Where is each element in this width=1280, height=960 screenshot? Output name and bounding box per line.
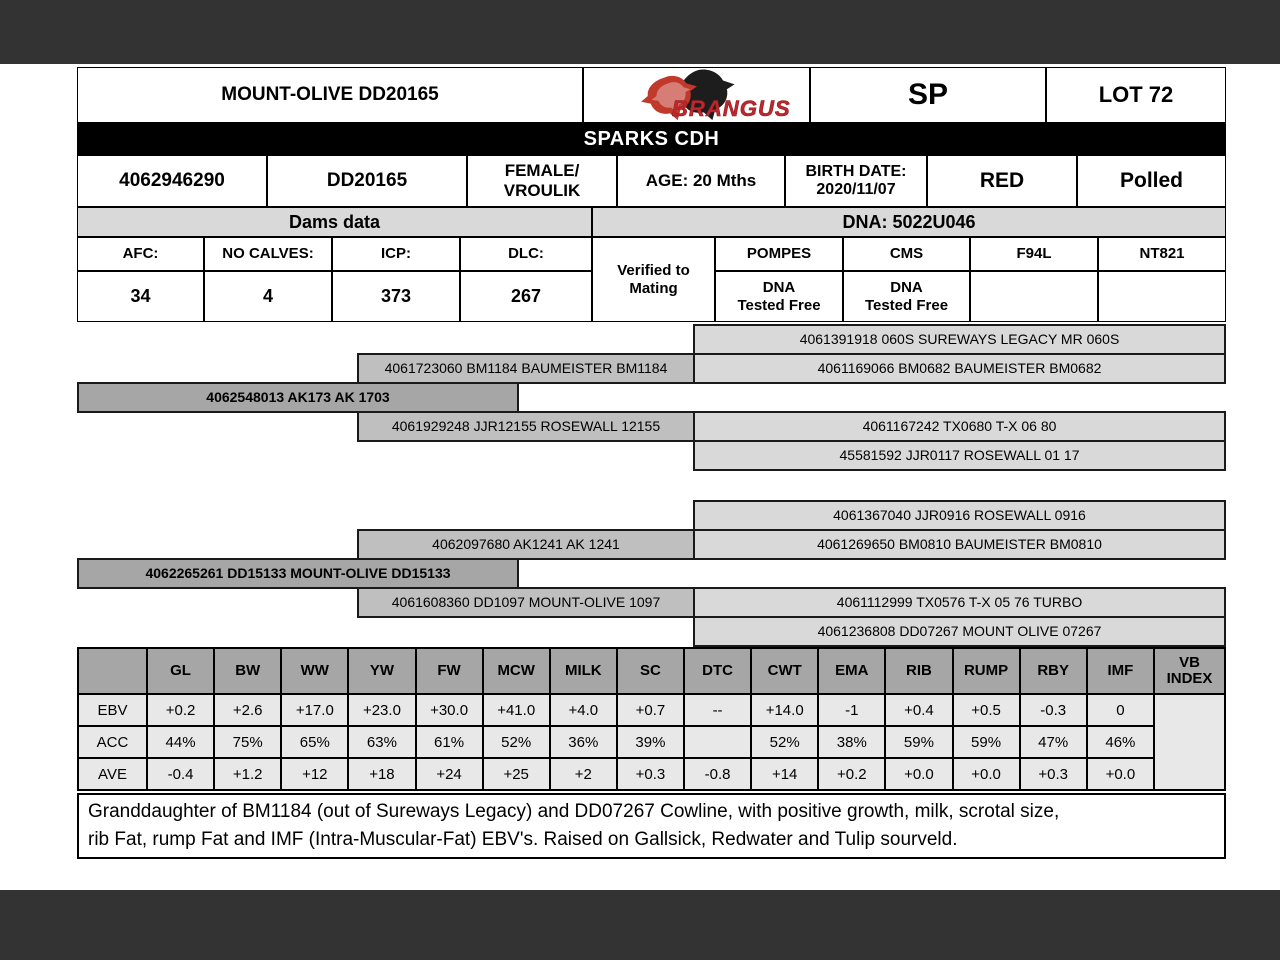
catalog-sheet bbox=[77, 67, 1226, 859]
ebv-cell: 59% bbox=[953, 726, 1020, 758]
identity-row bbox=[77, 155, 1226, 207]
sire-granddam-sire: 4061167242 TX0680 T-X 06 80 bbox=[693, 411, 1226, 442]
cms-result bbox=[843, 271, 970, 322]
test-f94l bbox=[970, 237, 1098, 322]
dam-grandsire-sire: 4061367040 JJR0916 ROSEWALL 0916 bbox=[693, 500, 1226, 531]
birth-date-value: 2020/11/07 bbox=[816, 181, 896, 198]
society-code: SP bbox=[810, 67, 1046, 123]
header-row bbox=[77, 67, 1226, 123]
stat-no-calves bbox=[204, 237, 332, 322]
nt821-result bbox=[1098, 271, 1226, 322]
dam-granddam-sire: 4061112999 TX0576 T-X 05 76 TURBO bbox=[693, 587, 1226, 618]
ebv-cell: +1.2 bbox=[214, 758, 281, 790]
ebv-cell: +14 bbox=[751, 758, 818, 790]
no-calves-label: NO CALVES: bbox=[204, 237, 332, 271]
top-letterbox-band bbox=[0, 0, 1280, 64]
ebv-col-imf: IMF bbox=[1087, 648, 1154, 694]
pompes-result bbox=[715, 271, 843, 322]
ebv-col-dtc: DTC bbox=[684, 648, 751, 694]
ebv-col-vb-index: VB INDEX bbox=[1154, 648, 1225, 694]
pompes-label: POMPES bbox=[715, 237, 843, 271]
ebv-col-ema: EMA bbox=[818, 648, 885, 694]
section-title-row bbox=[77, 207, 1226, 237]
ebv-cell: 75% bbox=[214, 726, 281, 758]
sex-line2: VROULIK bbox=[503, 181, 581, 200]
ebv-col-mcw: MCW bbox=[483, 648, 550, 694]
dam-granddam-dam: 4061236808 DD07267 MOUNT OLIVE 07267 bbox=[693, 616, 1226, 647]
ebv-col-milk: MILK bbox=[550, 648, 617, 694]
ebv-cell: +41.0 bbox=[483, 694, 550, 726]
ebv-table bbox=[77, 647, 1226, 791]
cms-result-line2: Tested Free bbox=[864, 296, 949, 314]
ebv-col-rump: RUMP bbox=[953, 648, 1020, 694]
ebv-col-cwt: CWT bbox=[751, 648, 818, 694]
sex-cell bbox=[467, 155, 617, 207]
ebv-row-label: EBV bbox=[78, 694, 147, 726]
cms-label: CMS bbox=[843, 237, 970, 271]
ebv-cell: 59% bbox=[885, 726, 952, 758]
sire-granddam-dam: 45581592 JJR0117 ROSEWALL 01 17 bbox=[693, 440, 1226, 471]
breeder-name: SPARKS CDH bbox=[77, 123, 1226, 155]
ebv-cell: +0.2 bbox=[147, 694, 214, 726]
ebv-cell: +17.0 bbox=[281, 694, 348, 726]
ave-row bbox=[78, 758, 1225, 790]
ebv-col-rby: RBY bbox=[1020, 648, 1087, 694]
registration-number: 4062946290 bbox=[77, 155, 267, 207]
sire-grandsire-dam: 4061169066 BM0682 BAUMEISTER BM0682 bbox=[693, 353, 1226, 384]
ebv-row bbox=[78, 694, 1225, 726]
ebv-cell: 38% bbox=[818, 726, 885, 758]
notes-line1: Granddaughter of BM1184 (out of Sureways Legacy) and DD07267 Cowline, with positive growth, milk, scrotal size, bbox=[88, 801, 1060, 822]
birth-date-cell bbox=[785, 155, 927, 207]
ebv-cell: +0.0 bbox=[1087, 758, 1154, 790]
sire-dam: 4061929248 JJR12155 ROSEWALL 12155 bbox=[357, 411, 695, 442]
ebv-cell: 47% bbox=[1020, 726, 1087, 758]
ebv-col-ww: WW bbox=[281, 648, 348, 694]
cms-result-line1: DNA bbox=[890, 279, 923, 297]
ebv-col-yw: YW bbox=[348, 648, 415, 694]
stat-afc bbox=[77, 237, 204, 322]
ebv-cell: 61% bbox=[416, 726, 483, 758]
brangus-logo bbox=[583, 67, 810, 123]
horn-status: Polled bbox=[1077, 155, 1226, 207]
ebv-cell: 44% bbox=[147, 726, 214, 758]
pedigree-chart bbox=[77, 324, 1226, 647]
ebv-header-row bbox=[78, 648, 1225, 694]
ebv-cell: +2.6 bbox=[214, 694, 281, 726]
icp-value: 373 bbox=[332, 271, 460, 322]
lot-number: LOT 72 bbox=[1046, 67, 1226, 123]
afc-value: 34 bbox=[77, 271, 204, 322]
ebv-cell bbox=[684, 726, 751, 758]
sex-line1: FEMALE/ bbox=[504, 161, 580, 181]
f94l-result bbox=[970, 271, 1098, 322]
ebv-col-gl: GL bbox=[147, 648, 214, 694]
ebv-cell: +12 bbox=[281, 758, 348, 790]
birth-date-label: BIRTH DATE: bbox=[805, 162, 907, 180]
pompes-result-line1: DNA bbox=[762, 279, 796, 297]
ebv-row-label: ACC bbox=[78, 726, 147, 758]
ebv-cell: +0.2 bbox=[818, 758, 885, 790]
ebv-cell: -0.4 bbox=[147, 758, 214, 790]
ebv-col-fw: FW bbox=[416, 648, 483, 694]
ebv-cell: +0.3 bbox=[617, 758, 684, 790]
bottom-letterbox-band bbox=[0, 890, 1280, 960]
ebv-cell: 46% bbox=[1087, 726, 1154, 758]
ebv-cell: 36% bbox=[550, 726, 617, 758]
ident-number: DD20165 bbox=[267, 155, 467, 207]
dam-dam: 4061608360 DD1097 MOUNT-OLIVE 1097 bbox=[357, 587, 695, 618]
dam-grandsire-dam: 4061269650 BM0810 BAUMEISTER BM0810 bbox=[693, 529, 1226, 560]
verified-to-mating: Verified to Mating bbox=[592, 237, 715, 322]
ebv-cell: +0.4 bbox=[885, 694, 952, 726]
ebv-cell: +18 bbox=[348, 758, 415, 790]
ebv-cell: +0.3 bbox=[1020, 758, 1087, 790]
dlc-value: 267 bbox=[460, 271, 592, 322]
ebv-cell: 65% bbox=[281, 726, 348, 758]
ebv-cell: +23.0 bbox=[348, 694, 415, 726]
ebv-cell: -0.8 bbox=[684, 758, 751, 790]
animal-title: MOUNT-OLIVE DD20165 bbox=[77, 67, 583, 123]
ebv-cell: +4.0 bbox=[550, 694, 617, 726]
ebv-row-label: AVE bbox=[78, 758, 147, 790]
ebv-cell: +30.0 bbox=[416, 694, 483, 726]
ebv-cell: 52% bbox=[483, 726, 550, 758]
acc-row bbox=[78, 726, 1225, 758]
ebv-cell: +0.0 bbox=[953, 758, 1020, 790]
ebv-cell: -- bbox=[684, 694, 751, 726]
ebv-cell: 39% bbox=[617, 726, 684, 758]
ebv-cell: +0.5 bbox=[953, 694, 1020, 726]
dam-sire: 4062097680 AK1241 AK 1241 bbox=[357, 529, 695, 560]
ebv-cell: 63% bbox=[348, 726, 415, 758]
afc-label: AFC: bbox=[77, 237, 204, 271]
ebv-cell: -0.3 bbox=[1020, 694, 1087, 726]
test-cms bbox=[843, 237, 970, 322]
f94l-label: F94L bbox=[970, 237, 1098, 271]
ebv-cell: -1 bbox=[818, 694, 885, 726]
ebv-col-bw: BW bbox=[214, 648, 281, 694]
dams-stats-row bbox=[77, 237, 1226, 322]
no-calves-value: 4 bbox=[204, 271, 332, 322]
animal-notes bbox=[77, 793, 1226, 859]
ebv-cell: +0.7 bbox=[617, 694, 684, 726]
brangus-wordmark: BRANGUS bbox=[671, 96, 791, 122]
dam: 4062265261 DD15133 MOUNT-OLIVE DD15133 bbox=[77, 558, 519, 589]
ebv-cell: +14.0 bbox=[751, 694, 818, 726]
ebv-cell: +2 bbox=[550, 758, 617, 790]
dlc-label: DLC: bbox=[460, 237, 592, 271]
nt821-label: NT821 bbox=[1098, 237, 1226, 271]
ebv-cell: +24 bbox=[416, 758, 483, 790]
coat-colour: RED bbox=[927, 155, 1077, 207]
test-pompes bbox=[715, 237, 843, 322]
ebv-col-sc: SC bbox=[617, 648, 684, 694]
icp-label: ICP: bbox=[332, 237, 460, 271]
vb-index-cell bbox=[1154, 694, 1225, 790]
ebv-col-rib: RIB bbox=[885, 648, 952, 694]
sire-grandsire-sire: 4061391918 060S SUREWAYS LEGACY MR 060S bbox=[693, 324, 1226, 355]
cattle-heads-icon bbox=[584, 68, 809, 122]
ebv-cell: +25 bbox=[483, 758, 550, 790]
ebv-corner-cell bbox=[78, 648, 147, 694]
stat-icp bbox=[332, 237, 460, 322]
ebv-cell: 52% bbox=[751, 726, 818, 758]
breeder-bar-row bbox=[77, 123, 1226, 155]
dna-number: DNA: 5022U046 bbox=[592, 207, 1226, 237]
sire: 4062548013 AK173 AK 1703 bbox=[77, 382, 519, 413]
notes-line2: rib Fat, rump Fat and IMF (Intra-Muscular-Fat) EBV's. Raised on Gallsick, Redwater and Tulip sourveld. bbox=[88, 829, 958, 850]
sire-sire: 4061723060 BM1184 BAUMEISTER BM1184 bbox=[357, 353, 695, 384]
age-cell: AGE: 20 Mths bbox=[617, 155, 785, 207]
test-nt821 bbox=[1098, 237, 1226, 322]
ebv-cell: 0 bbox=[1087, 694, 1154, 726]
pompes-result-line2: Tested Free bbox=[737, 296, 821, 314]
stat-dlc bbox=[460, 237, 592, 322]
dams-data-title: Dams data bbox=[77, 207, 592, 237]
ebv-cell: +0.0 bbox=[885, 758, 952, 790]
